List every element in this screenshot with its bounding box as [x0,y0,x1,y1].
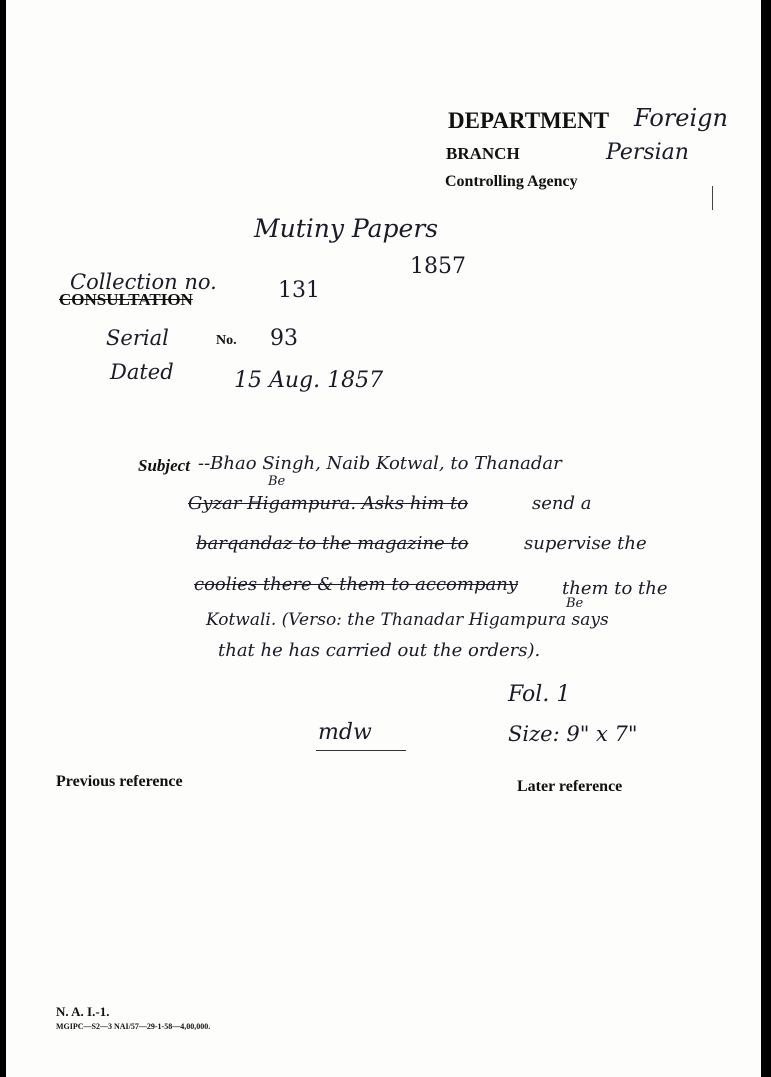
margin-mark [712,186,713,210]
print-code: MGIPC—S2—3 NAI/57—29-1-58—4,00,000. [56,1022,211,1031]
subject-line-6: that he has carried out the orders). [218,640,541,661]
controlling-agency-label: Controlling Agency [445,173,578,190]
subject-insert-2: Be [566,596,584,611]
subject-insert-1: Be [268,474,286,489]
no-label: No. [216,333,237,348]
subject-line-4-struck: coolies there & them to accompany [194,574,518,595]
serial-number: 93 [270,326,298,351]
initials-underline [316,750,406,751]
subject-line-2: send a [532,493,592,514]
serial-label: Serial [106,326,169,350]
subject-line-3-struck: barqandaz to the magazine to [196,533,469,554]
folio-note: Fol. 1 [508,682,571,707]
subject-line-3: supervise the [524,533,647,554]
subject-line-4: them to the [562,578,668,599]
collection-number: 131 [278,278,320,303]
collection-label: Collection no. [70,270,217,294]
collection-year: 1857 [410,254,466,279]
size-note: Size: 9" x 7" [508,722,638,746]
later-reference-label: Later reference [517,778,623,795]
dated-value: 15 Aug. 1857 [234,368,384,393]
branch-value: Persian [606,140,689,165]
collection-title: Mutiny Papers [254,214,439,243]
subject-line-1: --Bhao Singh, Naib Kotwal, to Thanadar [198,453,562,474]
initials: mdw [318,720,372,745]
subject-line-5: Kotwali. (Verso: the Thanadar Higampura says [206,610,609,630]
subject-line-2-struck: Gyzar Higampura. Asks him to [188,493,469,514]
previous-reference-label: Previous reference [56,773,183,790]
consultation-label: CONSULTATION [59,290,193,309]
branch-label: BRANCH [446,144,520,163]
document-page [6,0,761,1077]
dated-label: Dated [110,360,174,384]
department-value: Foreign [634,104,728,132]
department-label: DEPARTMENT [448,108,610,133]
subject-label: Subject [138,456,190,475]
form-code: N. A. I.-1. [56,1004,110,1019]
